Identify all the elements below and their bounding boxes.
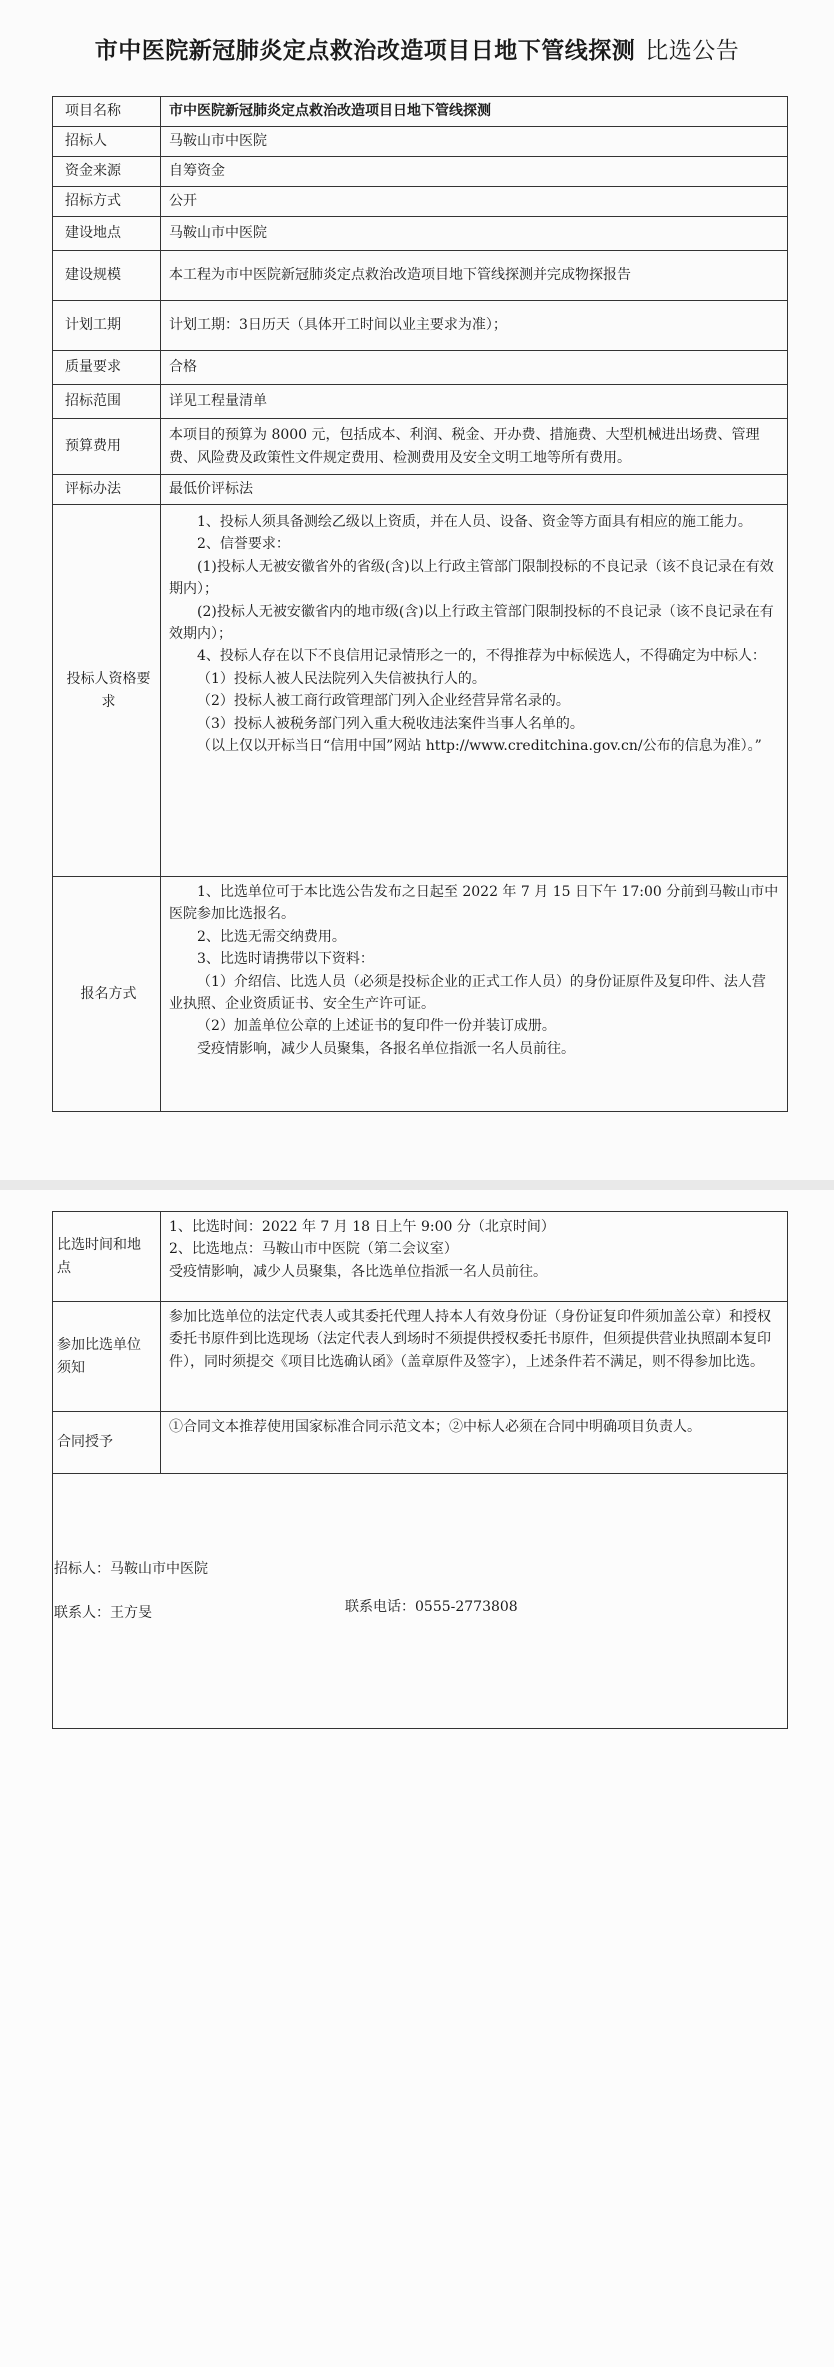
value-quality: 合格: [161, 351, 788, 385]
time-place-line: 2、比选地点：马鞍山市中医院（第二会议室）: [169, 1241, 458, 1258]
label-project-name: 项目名称: [53, 97, 161, 127]
document-title: [0, 32, 834, 65]
qualification-line: 2、信誉要求：: [197, 536, 290, 553]
qualification-line: (2)投标人无被安徽省内的地市级(含)以上行政主管部门限制投标的不良记录（该不良记录在有效期内）；: [169, 603, 774, 642]
label-method: 招标方式: [53, 187, 161, 217]
qualification-line: （2）投标人被工商行政管理部门列入企业经营异常名录的。: [197, 693, 570, 710]
contact-person: 联系人：王方旻: [54, 1605, 152, 1621]
row-owner: [53, 127, 788, 157]
label-evaluation: 评标办法: [53, 475, 161, 505]
value-registration: [161, 877, 788, 1112]
row-qualification: [53, 505, 788, 877]
value-contract: ①合同文本推荐使用国家标准合同示范文本；②中标人必须在合同中明确项目负责人。: [161, 1412, 788, 1474]
value-time-place: [161, 1212, 788, 1302]
contact-phone: 联系电话：0555-2773808: [345, 1599, 518, 1615]
title-suffix: 比选公告: [645, 38, 740, 64]
registration-line: 3、比选时请携带以下资料：: [197, 951, 374, 968]
value-duration: 计划工期：3日历天（具体开工时间以业主要求为准）；: [161, 301, 788, 351]
row-contract: [53, 1412, 788, 1474]
registration-line: 1、比选单位可于本比选公告发布之日起至 2022 年 7 月 15 日下午 17:00 分前到马鞍山市中医院参加比选报名。: [169, 884, 779, 923]
label-scope: 招标范围: [53, 385, 161, 419]
time-place-line: 受疫情影响，减少人员聚集，各比选单位指派一名人员前往。: [169, 1263, 547, 1280]
value-method: 公开: [161, 187, 788, 217]
row-scope: [53, 385, 788, 419]
label-time-place: 比选时间和地点: [53, 1212, 161, 1302]
value-evaluation: 最低价评标法: [161, 475, 788, 505]
row-method: [53, 187, 788, 217]
value-scale: 本工程为市中医院新冠肺炎定点救治改造项目地下管线探测并完成物探报告: [161, 251, 788, 301]
time-place-line: 1、比选时间：2022 年 7 月 18 日上午 9:00 分（北京时间）: [169, 1219, 555, 1235]
row-scale: [53, 251, 788, 301]
qualification-line: （1）投标人被人民法院列入失信被执行人的。: [197, 670, 486, 687]
registration-line: 受疫情影响，减少人员聚集，各报名单位指派一名人员前往。: [197, 1040, 575, 1057]
info-table: [52, 96, 788, 1112]
label-owner: 招标人: [53, 127, 161, 157]
label-location: 建设地点: [53, 217, 161, 251]
value-scope: 详见工程量清单: [161, 385, 788, 419]
label-funding: 资金来源: [53, 157, 161, 187]
row-funding: [53, 157, 788, 187]
label-scale: 建设规模: [53, 251, 161, 301]
row-budget: [53, 419, 788, 475]
label-quality: 质量要求: [53, 351, 161, 385]
qualification-line: （3）投标人被税务部门列入重大税收违法案件当事人名单的。: [197, 715, 584, 732]
row-evaluation: [53, 475, 788, 505]
page-one: [0, 0, 834, 1180]
page-separator: [0, 1180, 834, 1190]
owner-line: 招标人：马鞍山市中医院: [54, 1561, 208, 1577]
row-time-place: [53, 1212, 788, 1302]
value-location: 马鞍山市中医院: [161, 217, 788, 251]
value-project-name: 市中医院新冠肺炎定点救治改造项目日地下管线探测: [161, 97, 788, 127]
row-quality: [53, 351, 788, 385]
label-contract: 合同授予: [53, 1412, 161, 1474]
row-project-name: [53, 97, 788, 127]
value-qualification: [161, 505, 788, 877]
row-notice: [53, 1302, 788, 1412]
qualification-line: (1)投标人无被安徽省外的省级(含)以上行政主管部门限制投标的不良记录（该不良记录在有效期内）；: [169, 558, 774, 598]
value-budget: 本项目的预算为 8000 元，包括成本、利润、税金、开办费、措施费、大型机械进出场费、管理费、风险费及政策性文件规定费用、检测费用及安全文明工地等所有费用。: [161, 419, 788, 475]
info-table-continued: [52, 1211, 788, 1729]
row-registration: [53, 877, 788, 1112]
label-budget: 预算费用: [53, 419, 161, 475]
qualification-line: 1、投标人须具备测绘乙级以上资质，并在人员、设备、资金等方面具有相应的施工能力。: [197, 514, 752, 530]
label-registration: 报名方式: [53, 877, 161, 1112]
label-duration: 计划工期: [53, 301, 161, 351]
registration-line: 2、比选无需交纳费用。: [197, 928, 346, 945]
value-funding: 自筹资金: [161, 157, 788, 187]
row-location: [53, 217, 788, 251]
qualification-line: （以上仅以开标当日“信用中国”网站 http://www.creditchina.gov.cn/公布的信息为准）。”: [197, 737, 762, 754]
row-duration: [53, 301, 788, 351]
value-notice: 参加比选单位的法定代表人或其委托代理人持本人有效身份证（身份证复印件须加盖公章）和授权委托书原件到比选现场（法定代表人到场时不须提供授权委托书原件，但须提供营业执照副本复印件），同时须提交《项目比选确认函》（盖章原件及签字），上述条件若不满足，则不得参加比选。: [161, 1302, 788, 1412]
qualification-line: 4、投标人存在以下不良信用记录情形之一的，不得推荐为中标候选人，不得确定为中标人：: [197, 648, 766, 665]
value-owner: 马鞍山市中医院: [161, 127, 788, 157]
label-notice: 参加比选单位须知: [53, 1302, 161, 1412]
label-qualification: 投标人资格要求: [53, 505, 161, 877]
registration-line: （2）加盖单位公章的上述证书的复印件一份并装订成册。: [197, 1018, 556, 1035]
registration-line: （1）介绍信、比选人员（必须是投标企业的正式工作人员）的身份证原件及复印件、法人营业执照、企业资质证书、安全生产许可证。: [169, 973, 766, 1012]
title-main: 市中医院新冠肺炎定点救治改造项目日地下管线探测: [94, 37, 636, 64]
